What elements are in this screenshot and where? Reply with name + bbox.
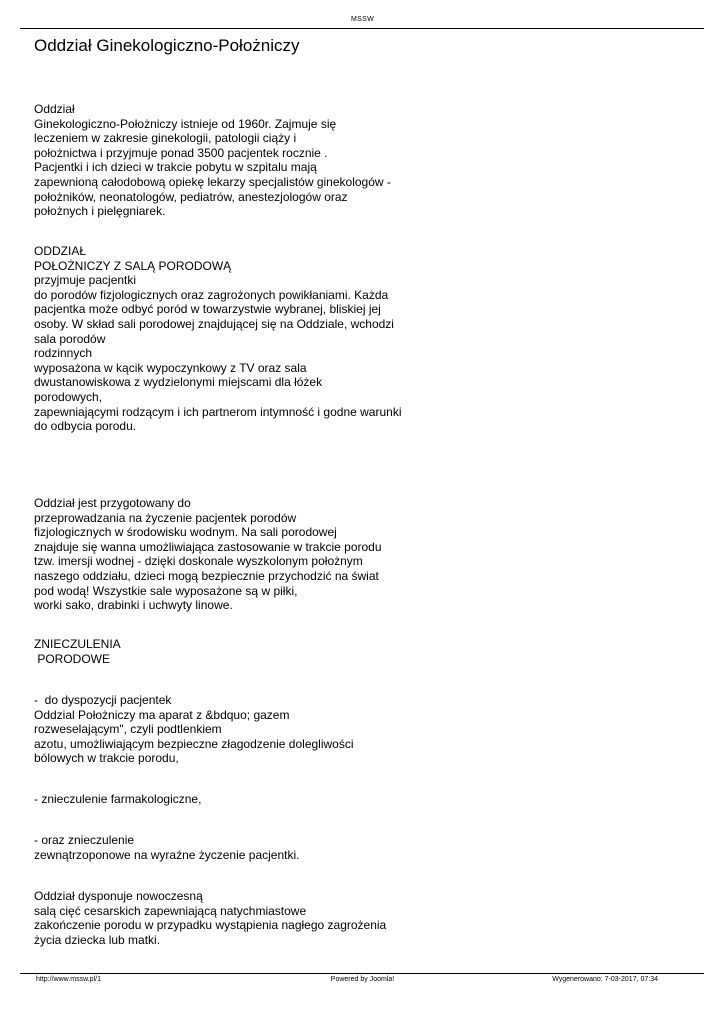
- text-line: położnictwa i przyjmuje ponad 3500 pacjentek rocznie .: [34, 145, 328, 160]
- text-line: ODDZIAŁ: [34, 244, 87, 258]
- text-line: zapewnioną całodobową opiekę lekarzy specjalistów ginekologów -: [34, 174, 391, 189]
- text-line: PORODOWE: [34, 651, 111, 666]
- text-line: bólowych w trakcie porodu,: [34, 751, 179, 766]
- text-line: pod wodą! Wszystkie sale wyposażone są w piłki,: [34, 583, 298, 598]
- text-line: osoby. W skład sali porodowej znajdującej się na Oddziale, wchodzi: [34, 316, 394, 331]
- text-line: worki sako, drabinki i uchwyty linowe.: [34, 598, 233, 613]
- text-line: wyposażona w kącik wypoczynkowy z TV oraz sala: [34, 360, 307, 375]
- footer-powered-by: Powered by Joomla!: [330, 976, 395, 983]
- text-line: - znieczulenie farmakologiczne,: [34, 792, 202, 806]
- text-line: Oddział jest przygotowany do: [34, 496, 191, 510]
- text-line: tzw. imersji wodnej - dzięki doskonale wyszkolonym położnym: [34, 554, 363, 569]
- text-line: przyjmuje pacjentki: [34, 273, 137, 288]
- text-line: Oddział dysponuje nowoczesną: [34, 889, 203, 903]
- section-heading-anesthesia: [34, 637, 121, 666]
- text-line: rodzinnych: [34, 346, 93, 361]
- text-line: porodowych,: [34, 389, 103, 404]
- text-line: dwustanowiskowa z wydzielonymi miejscami dla łóżek: [34, 375, 323, 390]
- text-line: życia dziecka lub matki.: [34, 932, 161, 947]
- text-line: rozweselającym", czyli podtlenkiem: [34, 722, 222, 737]
- text-line: Oddzial Położniczy ma aparat z &bdquo; gazem: [34, 707, 290, 722]
- text-line: naszego oddziału, dzieci mogą bezpiecznie przychodzić na świat: [34, 568, 379, 583]
- text-line: położnych i pielęgniarek.: [34, 204, 166, 219]
- footer-divider: [20, 973, 704, 974]
- site-header: MSSW: [351, 16, 374, 23]
- text-line: Oddział: [34, 102, 75, 116]
- text-line: do porodów fizjologicznych oraz zagrożonych powikłaniami. Każda: [34, 287, 389, 302]
- text-line: Ginekologiczno-Położniczy istnieje od 1960r. Zajmuje się: [34, 116, 337, 131]
- text-line: Pacjentki i ich dzieci w trakcie pobytu w szpitalu mają: [34, 160, 317, 175]
- text-line: POŁOŻNICZY Z SALĄ PORODOWĄ: [34, 258, 232, 273]
- text-line: salą cięć cesarskich zapewniającą natychmiastowe: [34, 903, 307, 918]
- paragraph-intro: [34, 102, 391, 219]
- text-line: zewnątrzoponowe na wyraźne życzenie pacjentki.: [34, 847, 300, 862]
- text-line: zakończenie porodu w przypadku wystąpienia nagłego zagrożenia: [34, 918, 387, 933]
- text-line: sala porodów: [34, 331, 106, 346]
- text-line: przeprowadzania na życzenie pacjentek porodów: [34, 510, 297, 525]
- paragraph-water-birth: [34, 496, 382, 613]
- text-line: znajduje się wanna umożliwiająca zastosowanie w trakcie porodu: [34, 539, 382, 554]
- page-title: Oddział Ginekologiczno-Położniczy: [34, 36, 300, 55]
- paragraph-nitrous-oxide: [34, 693, 354, 766]
- text-line: - do dyspozycji pacjentek: [34, 693, 172, 707]
- paragraph-delivery-ward: [34, 244, 402, 434]
- text-line: pacjentka może odbyć poród w towarzystwie wybranej, bliskiej jej: [34, 302, 381, 317]
- text-line: leczeniem w zakresie ginekologii, patologii ciąży i: [34, 131, 297, 146]
- text-line: do odbycia porodu.: [34, 419, 137, 434]
- paragraph-pharmacological: [34, 792, 201, 807]
- paragraph-epidural: [34, 833, 299, 862]
- text-line: zapewniającymi rodzącym i ich partnerom intymność i godne warunki: [34, 404, 402, 419]
- footer-generated-date: Wygenerowano: 7-03-2017, 07:34: [552, 976, 658, 983]
- text-line: położników, neonatologów, pediatrów, anestezjologów oraz: [34, 189, 348, 204]
- text-line: ZNIECZULENIA: [34, 637, 121, 651]
- text-line: azotu, umożliwiającym bezpieczne złagodzenie dolegliwości: [34, 736, 354, 751]
- paragraph-cesarean-room: [34, 889, 386, 947]
- text-line: fizjologicznych w środowisku wodnym. Na sali porodowej: [34, 525, 337, 540]
- header-divider: [20, 28, 704, 29]
- text-line: - oraz znieczulenie: [34, 833, 135, 847]
- footer-url[interactable]: http://www.mssw.pl/1: [36, 976, 101, 983]
